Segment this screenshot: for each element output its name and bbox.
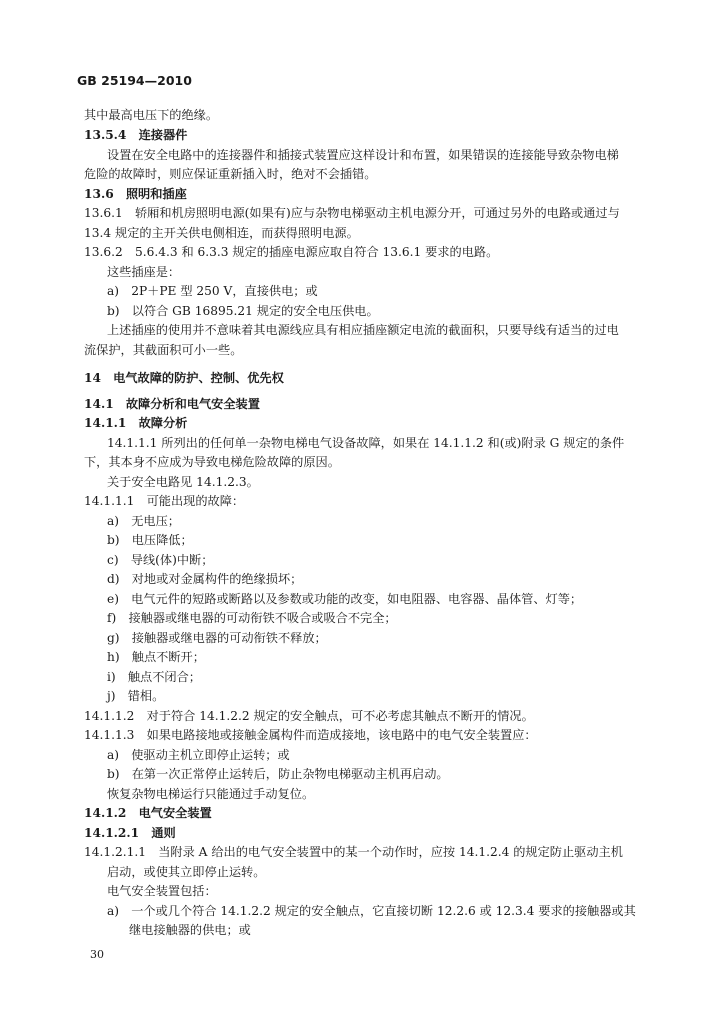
text-line: 下，其本身不应成为导致电梯危险故障的原因。: [84, 455, 340, 469]
list-item: d) 对地或对金属构件的绝缘损坏；: [107, 572, 303, 586]
section-heading: 13.5.4 连接器件: [84, 128, 188, 142]
document-header: GB 25194—2010: [77, 73, 192, 88]
list-item: a) 2P＋PE 型 250 V，直接供电；或: [107, 284, 318, 298]
text-line: 13.6.1 轿厢和机房照明电源(如果有)应与杂物电梯驱动主机电源分开，可通过另外的电路或通过与: [84, 206, 620, 220]
text-line: 14.1.1.2 对于符合 14.1.2.2 规定的安全触点，可不必考虑其触点不断开的情况。: [84, 709, 534, 723]
section-heading: 14.1 故障分析和电气安全装置: [84, 397, 260, 411]
section-heading: 14 电气故障的防护、控制、优先权: [84, 371, 284, 385]
list-item: e) 电气元件的短路或断路以及参数或功能的改变，如电阻器、电容器、晶体管、灯等；: [107, 592, 583, 606]
section-heading: 14.1.1 故障分析: [84, 416, 188, 430]
section-heading: 13.6 照明和插座: [84, 187, 187, 201]
list-item: a) 一个或几个符合 14.1.2.2 规定的安全触点，它直接切断 12.2.6 或 12.3.4 要求的接触器或其: [107, 904, 636, 918]
list-item: a) 无电压；: [107, 514, 180, 528]
text-line: 13.6.2 5.6.4.3 和 6.3.3 规定的插座电源应取自符合 13.6.1 要求的电路。: [84, 245, 499, 259]
text-line: 上述插座的使用并不意味着其电源线应具有相应插座额定电流的截面积，只要导线有适当的过电: [107, 323, 619, 337]
text-line: 14.1.1.1 可能出现的故障：: [84, 494, 245, 508]
list-item: b) 电压降低；: [107, 533, 193, 547]
list-item: b) 在第一次正常停止运转后，防止杂物电梯驱动主机再启动。: [107, 767, 449, 781]
text-line: 恢复杂物电梯运行只能通过手动复位。: [107, 787, 315, 801]
text-line: 13.4 规定的主开关供电侧相连，而获得照明电源。: [84, 226, 359, 240]
section-heading: 14.1.2.1 通则: [84, 826, 176, 840]
section-heading: 14.1.2 电气安全装置: [84, 806, 212, 820]
text-line: 其中最高电压下的绝缘。: [84, 108, 219, 122]
list-item: j) 错相。: [107, 689, 165, 703]
list-item: f) 接触器或继电器的可动衔铁不吸合或吸合不完全；: [107, 611, 397, 625]
text-line: 14.1.1.3 如果电路接地或接触金属构件而造成接地，该电路中的电气安全装置应：: [84, 728, 537, 742]
text-line: 启动，或使其立即停止运转。: [107, 865, 266, 879]
text-line: 电气安全装置包括：: [107, 884, 217, 898]
list-item: h) 触点不断开；: [107, 650, 205, 664]
text-line: 设置在安全电路中的连接器件和插接式装置应这样设计和布置，如果错误的连接能导致杂物电梯: [107, 148, 619, 162]
list-item: b) 以符合 GB 16895.21 规定的安全电压供电。: [107, 304, 379, 318]
text-line: 14.1.2.1.1 当附录 A 给出的电气安全装置中的某一个动作时，应按 14.1.2.4 的规定防止驱动主机: [84, 845, 623, 859]
list-item: g) 接触器或继电器的可动衔铁不释放；: [107, 631, 327, 645]
text-line: 流保护，其截面积可小一些。: [84, 343, 243, 357]
text-line: 14.1.1.1 所列出的任何单一杂物电梯电气设备故障，如果在 14.1.1.2 和(或)附录 G 规定的条件: [107, 436, 625, 450]
text-line: 继电接触器的供电；或: [129, 923, 251, 937]
page-number: 30: [90, 948, 104, 961]
list-item: a) 使驱动主机立即停止运转；或: [107, 748, 290, 762]
text-line: 危险的故障时，则应保证重新插入时，绝对不会插错。: [84, 167, 377, 181]
text-line: 这些插座是：: [107, 265, 181, 279]
text-line: 关于安全电路见 14.1.2.3。: [107, 475, 259, 489]
list-item: c) 导线(体)中断；: [107, 553, 214, 567]
list-item: i) 触点不闭合；: [107, 670, 201, 684]
